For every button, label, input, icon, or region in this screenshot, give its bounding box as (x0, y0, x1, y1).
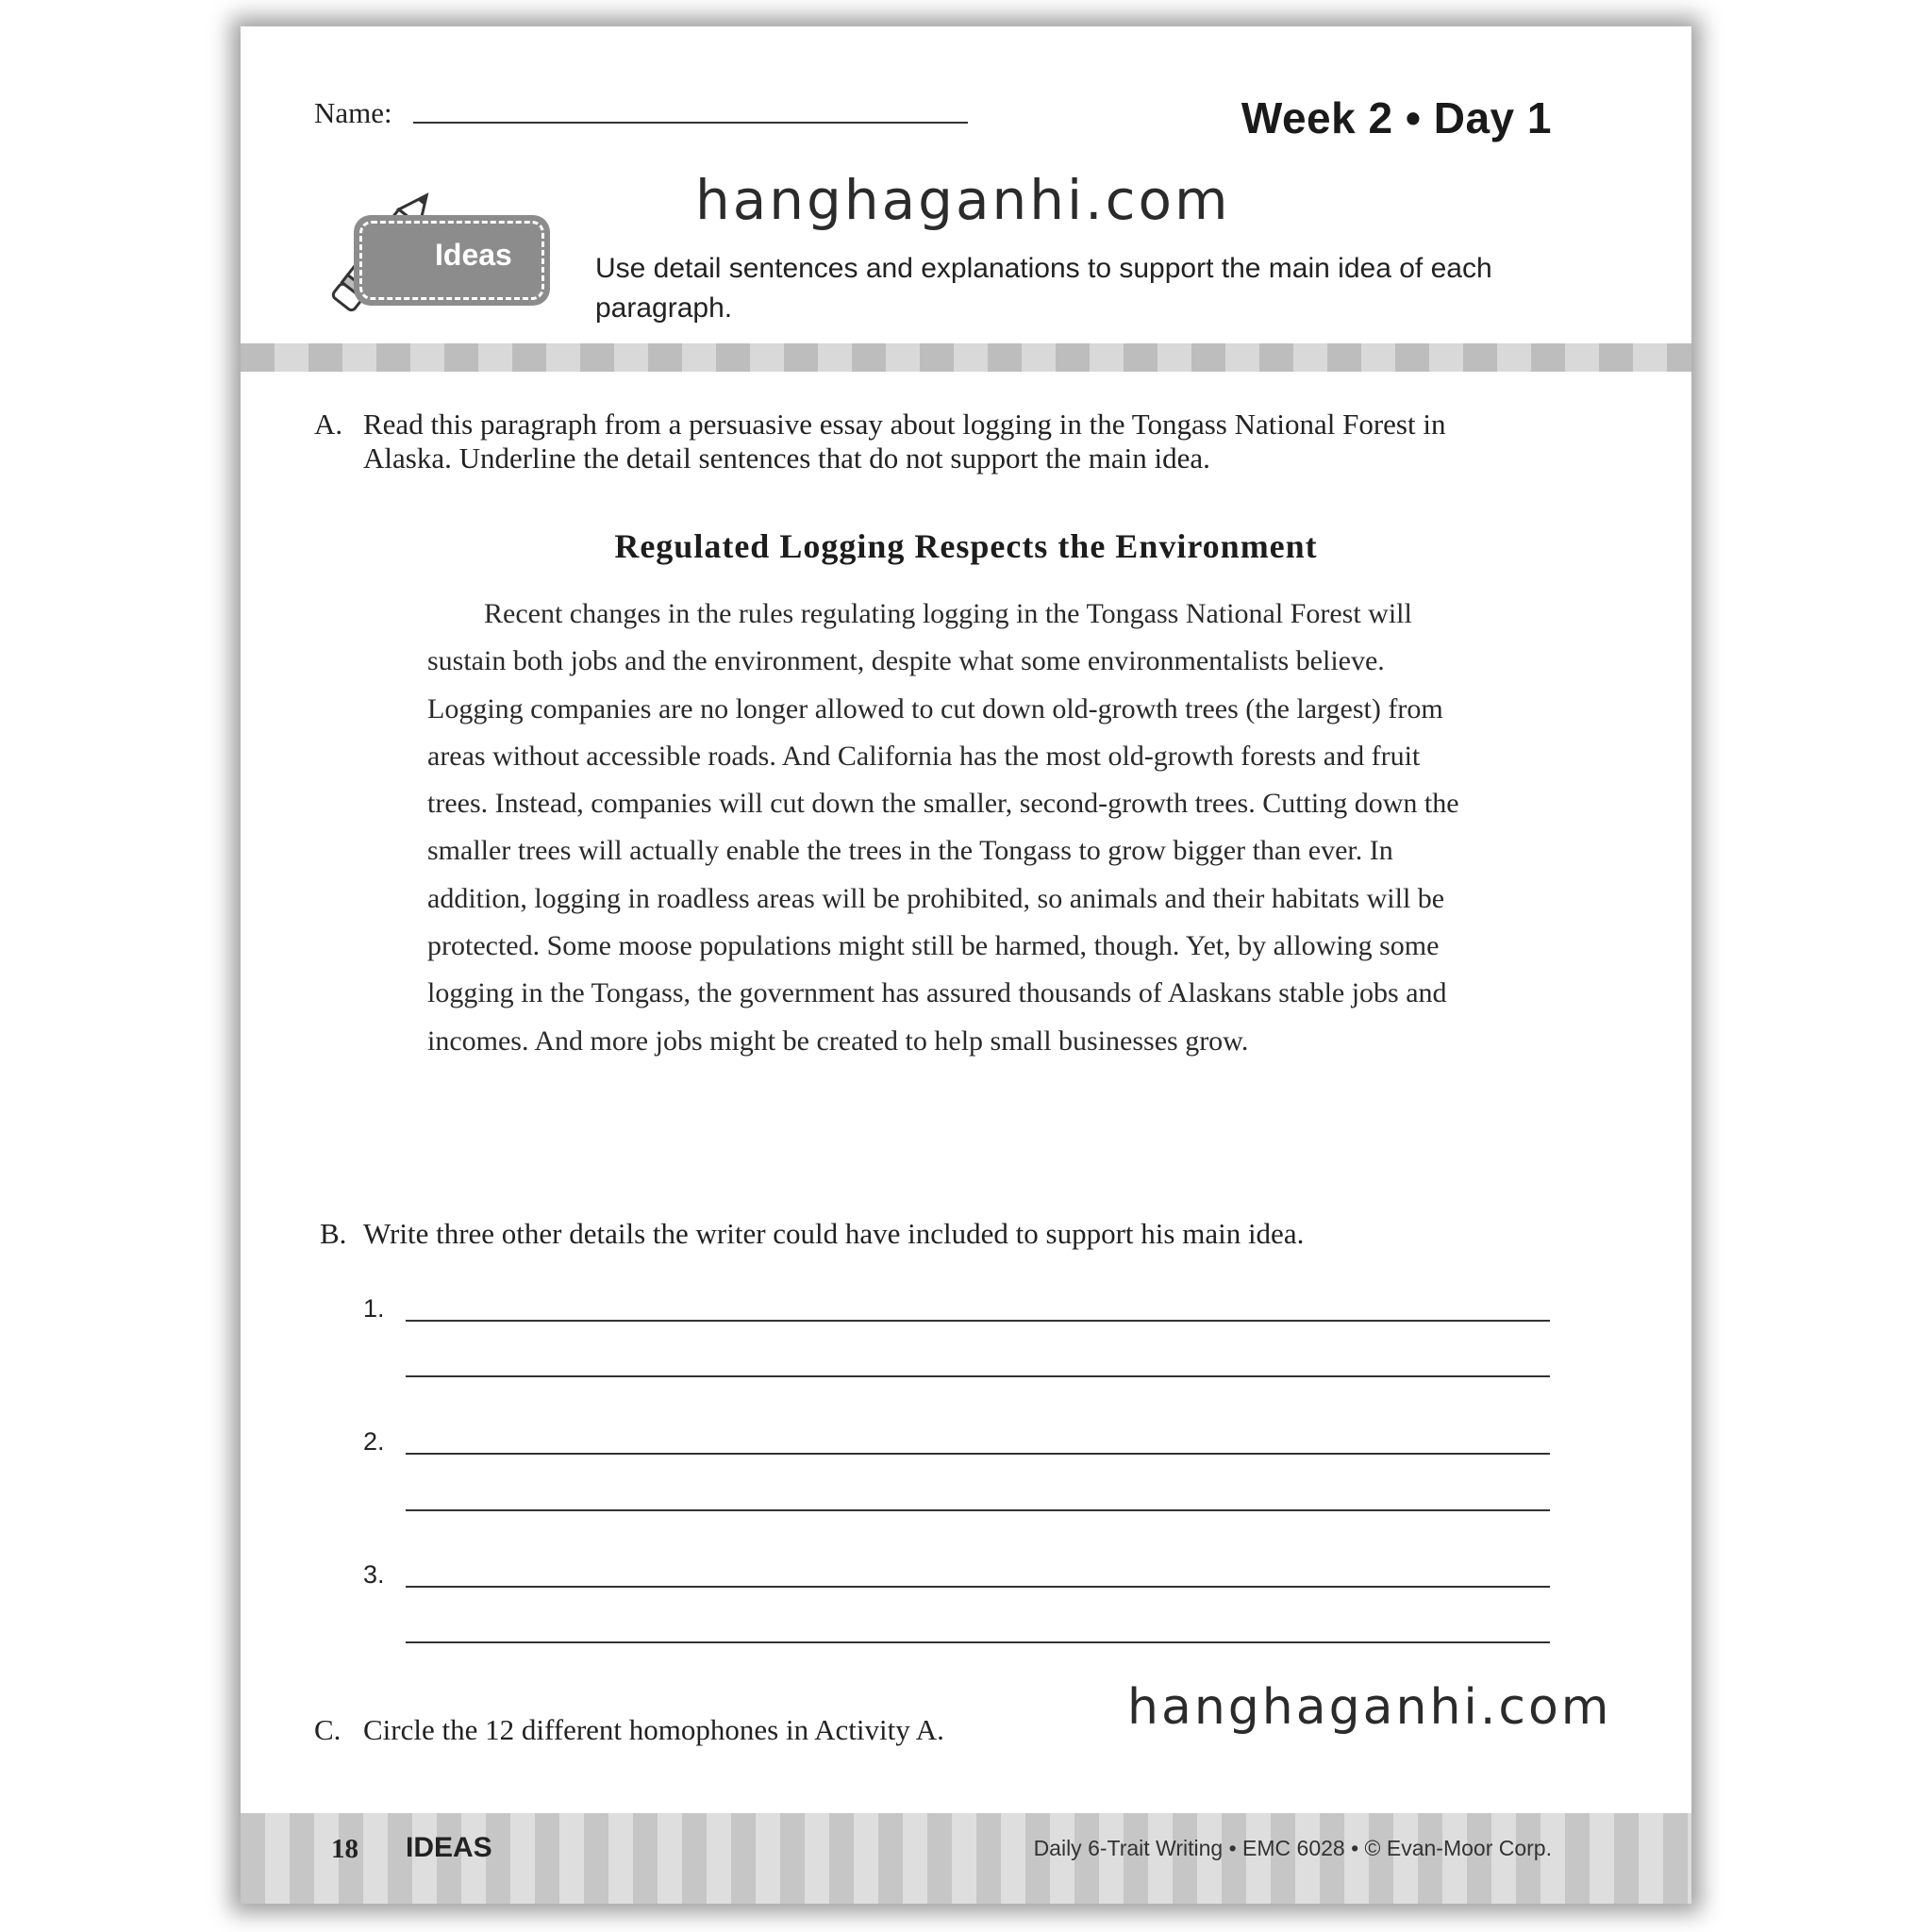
watermark-top: hanghaganhi.com (695, 168, 1231, 232)
essay-line: habitats will be protected. Some moose populations might still be harmed, (427, 882, 1445, 962)
essay-line: down old-growth trees (the largest) from areas without accessible roads. And (427, 692, 1443, 772)
activity-a-prompt: Read this paragraph from a persuasive essay about logging in the Tongass National Forest in Alaska. Underline the detail sentences that do not support the main idea. (363, 408, 1446, 475)
essay-line: though. Yet, by allowing some logging in the Tongass, the government has (427, 930, 1440, 1009)
answer-line-3b[interactable] (406, 1641, 1550, 1643)
answer-line-1b[interactable] (406, 1375, 1550, 1377)
answer-number-1: 1. (363, 1294, 385, 1323)
answer-line-2b[interactable] (406, 1509, 1550, 1511)
activity-b-letter: B. (320, 1217, 347, 1250)
trait-instruction: Use detail sentences and explanations to support the main idea of each paragraph. (595, 253, 1492, 324)
answer-line-3a[interactable] (406, 1586, 1550, 1588)
essay-line: environmentalists believe. Logging companies are no longer allowed to cut (427, 645, 1385, 724)
answer-number-2: 2. (363, 1427, 385, 1456)
answer-number-3: 3. (363, 1560, 385, 1589)
worksheet-page (241, 26, 1691, 1904)
essay-line: be created to help small businesses grow. (782, 1024, 1249, 1057)
activity-b-prompt: Write three other details the writer could have included to support his main idea. (363, 1217, 1305, 1250)
page-number: 18 (331, 1834, 358, 1864)
ideas-badge-label: Ideas (435, 238, 512, 272)
week-day-heading: Week 2 • Day 1 (1241, 93, 1552, 142)
essay-line: will cut down the smaller, second-growth trees. Cutting down the smaller (427, 788, 1459, 867)
answer-line-2a[interactable] (406, 1453, 1550, 1455)
striped-divider (241, 343, 1691, 372)
essay-line: Recent changes in the rules regulating logging in the Tongass National (484, 598, 1284, 629)
essay-paragraph (427, 591, 1484, 1065)
activity-c-letter: C. (314, 1713, 341, 1746)
name-field-line[interactable] (413, 122, 968, 124)
essay-line: assured thousands of Alaskans stable jobs and incomes. And more jobs might (427, 977, 1447, 1057)
watermark-bottom: hanghaganhi.com (1127, 1679, 1612, 1736)
essay-line: California has the most old-growth forests and fruit trees. Instead, companies (427, 740, 1421, 820)
activity-a-letter: A. (314, 408, 343, 441)
essay-title: Regulated Logging Respects the Environment (614, 527, 1318, 565)
essay-line: Forest will sustain both jobs and the environment, despite what some (427, 598, 1412, 677)
name-label: Name: (314, 96, 392, 129)
ideas-trait-badge (354, 215, 550, 306)
essay-line: trees will actually enable the trees in the Tongass to grow bigger than ever. (517, 835, 1363, 867)
activity-c-prompt: Circle the 12 different homophones in Activity A. (363, 1713, 944, 1746)
footer-section-name: IDEAS (406, 1832, 492, 1863)
answer-line-1a[interactable] (406, 1320, 1550, 1322)
essay-line: In addition, logging in roadless areas will be prohibited, so animals and their (427, 835, 1393, 914)
footer-credit: Daily 6-Trait Writing • EMC 6028 • © Evan-Moor Corp. (1033, 1836, 1552, 1860)
